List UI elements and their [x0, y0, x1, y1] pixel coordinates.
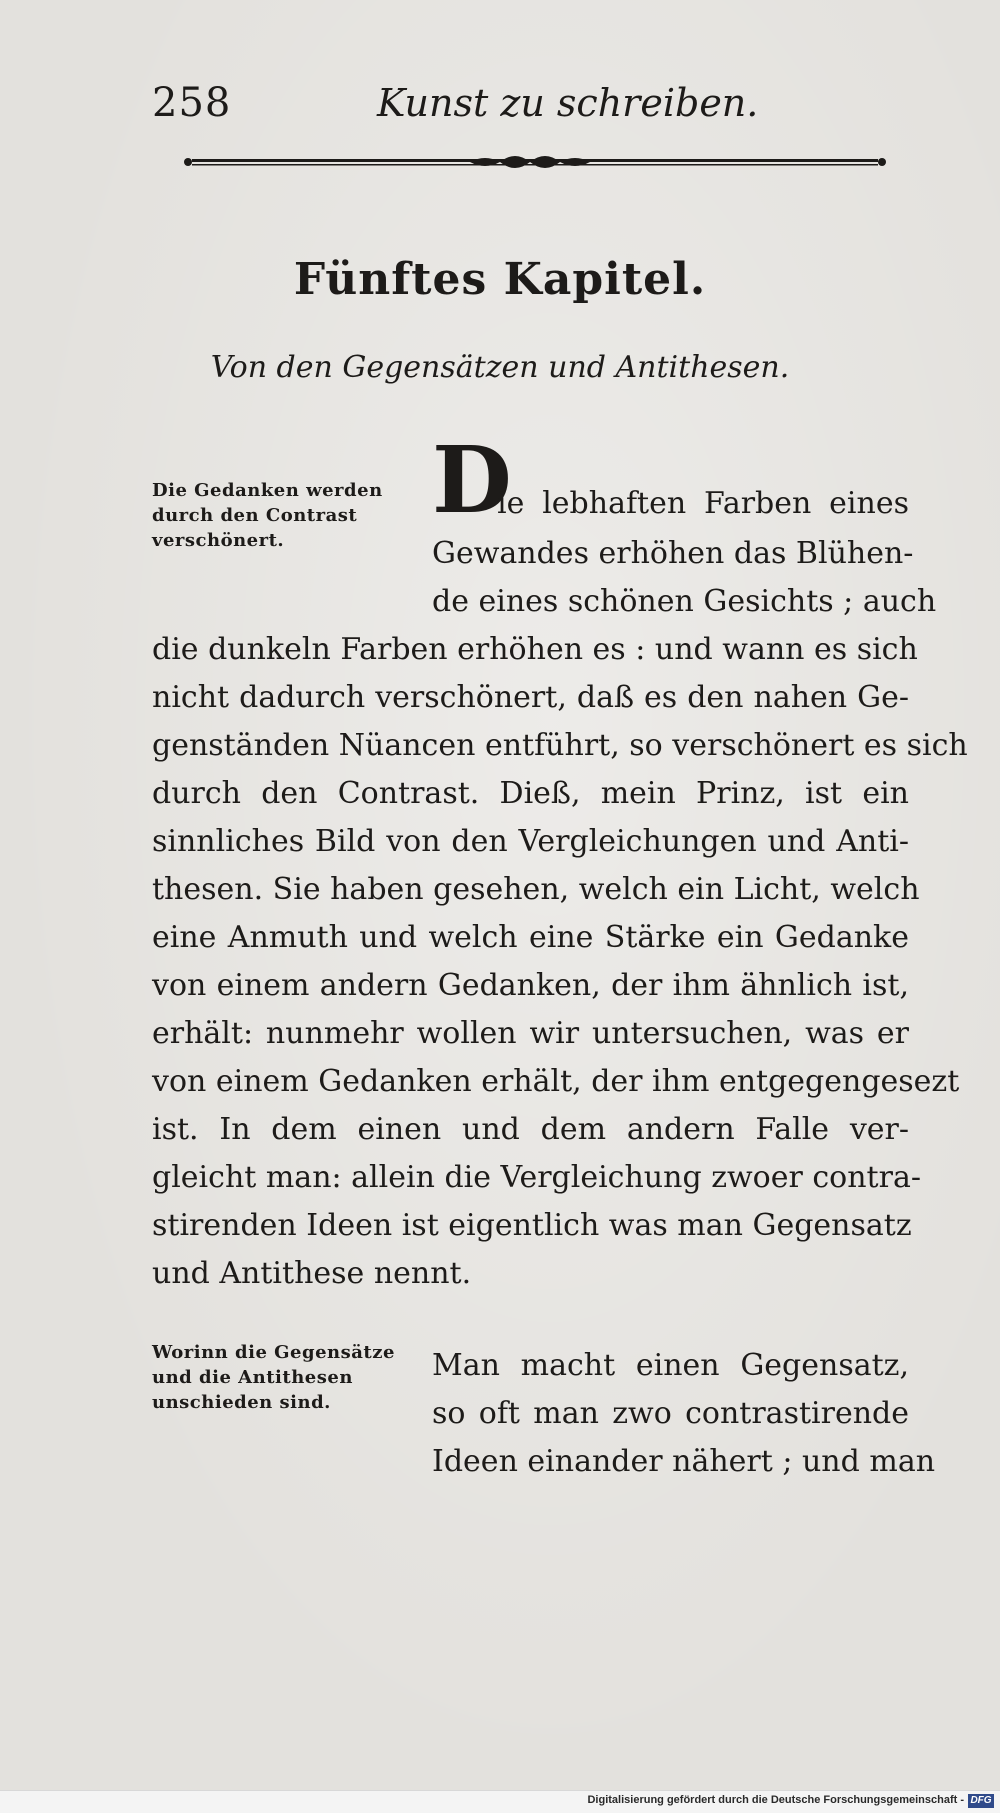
funding-credit: Digitalisierung gefördert durch die Deutsche Forschungsgemeinschaft - [587, 1794, 964, 1806]
text-line: de eines schönen Gesichts ; auch [432, 584, 937, 619]
text-line: so oft man zwo contrastirende [432, 1396, 909, 1431]
text-line: und Antithese nennt. [152, 1256, 472, 1291]
dfg-logo: DFG [968, 1794, 994, 1808]
marginal-note: Die Gedanken werden durch den Contrast verschönert. [152, 480, 383, 551]
text-line: genständen Nüancen entführt, so verschönert es sich [152, 728, 968, 763]
text-line: thesen. Sie haben gesehen, welch ein Licht, welch [152, 872, 920, 907]
text-line: ie lebhaften Farben eines [497, 486, 909, 521]
page-header [152, 78, 912, 128]
text-line: Man macht einen Gegensatz, [432, 1348, 909, 1383]
text-line: durch den Contrast. Dieß, mein Prinz, ist ein [152, 776, 909, 811]
text-line: eine Anmuth und welch eine Stärke ein Gedanke [152, 920, 909, 955]
ornamental-rule [180, 148, 890, 176]
text-line: die dunkeln Farben erhöhen es : und wann es sich [152, 632, 918, 667]
text-line: erhält: nunmehr wollen wir untersuchen, was er [152, 1016, 909, 1051]
text-line: von einem Gedanken erhält, der ihm entgegengesezt [152, 1064, 960, 1099]
running-title: Kunst zu schreiben. [377, 81, 759, 125]
text-line: sinnliches Bild von den Vergleichungen und Anti- [152, 824, 909, 859]
chapter-title: Fünftes Kapitel. [293, 254, 707, 305]
drop-cap: D [432, 426, 512, 534]
text-line: Gewandes erhöhen das Blühen- [432, 536, 914, 571]
page-number: 258 [152, 80, 232, 126]
text-line: von einem andern Gedanken, der ihm ähnlich ist, [152, 968, 909, 1003]
text-line: gleicht man: allein die Vergleichung zwoer contra- [152, 1160, 921, 1195]
marginal-note: Worinn die Gegensätze und die Antithesen unschieden sind. [152, 1342, 395, 1413]
chapter-subtitle: Von den Gegensätzen und Antithesen. [210, 350, 790, 385]
text-line: ist. In dem einen und dem andern Falle ver- [152, 1112, 909, 1147]
digitization-footer [0, 1790, 1000, 1813]
text-line: nicht dadurch verschönert, daß es den nahen Ge- [152, 680, 909, 715]
text-line: stirenden Ideen ist eigentlich was man Gegensatz [152, 1208, 912, 1243]
text-line: Ideen einander nähert ; und man [432, 1444, 936, 1479]
